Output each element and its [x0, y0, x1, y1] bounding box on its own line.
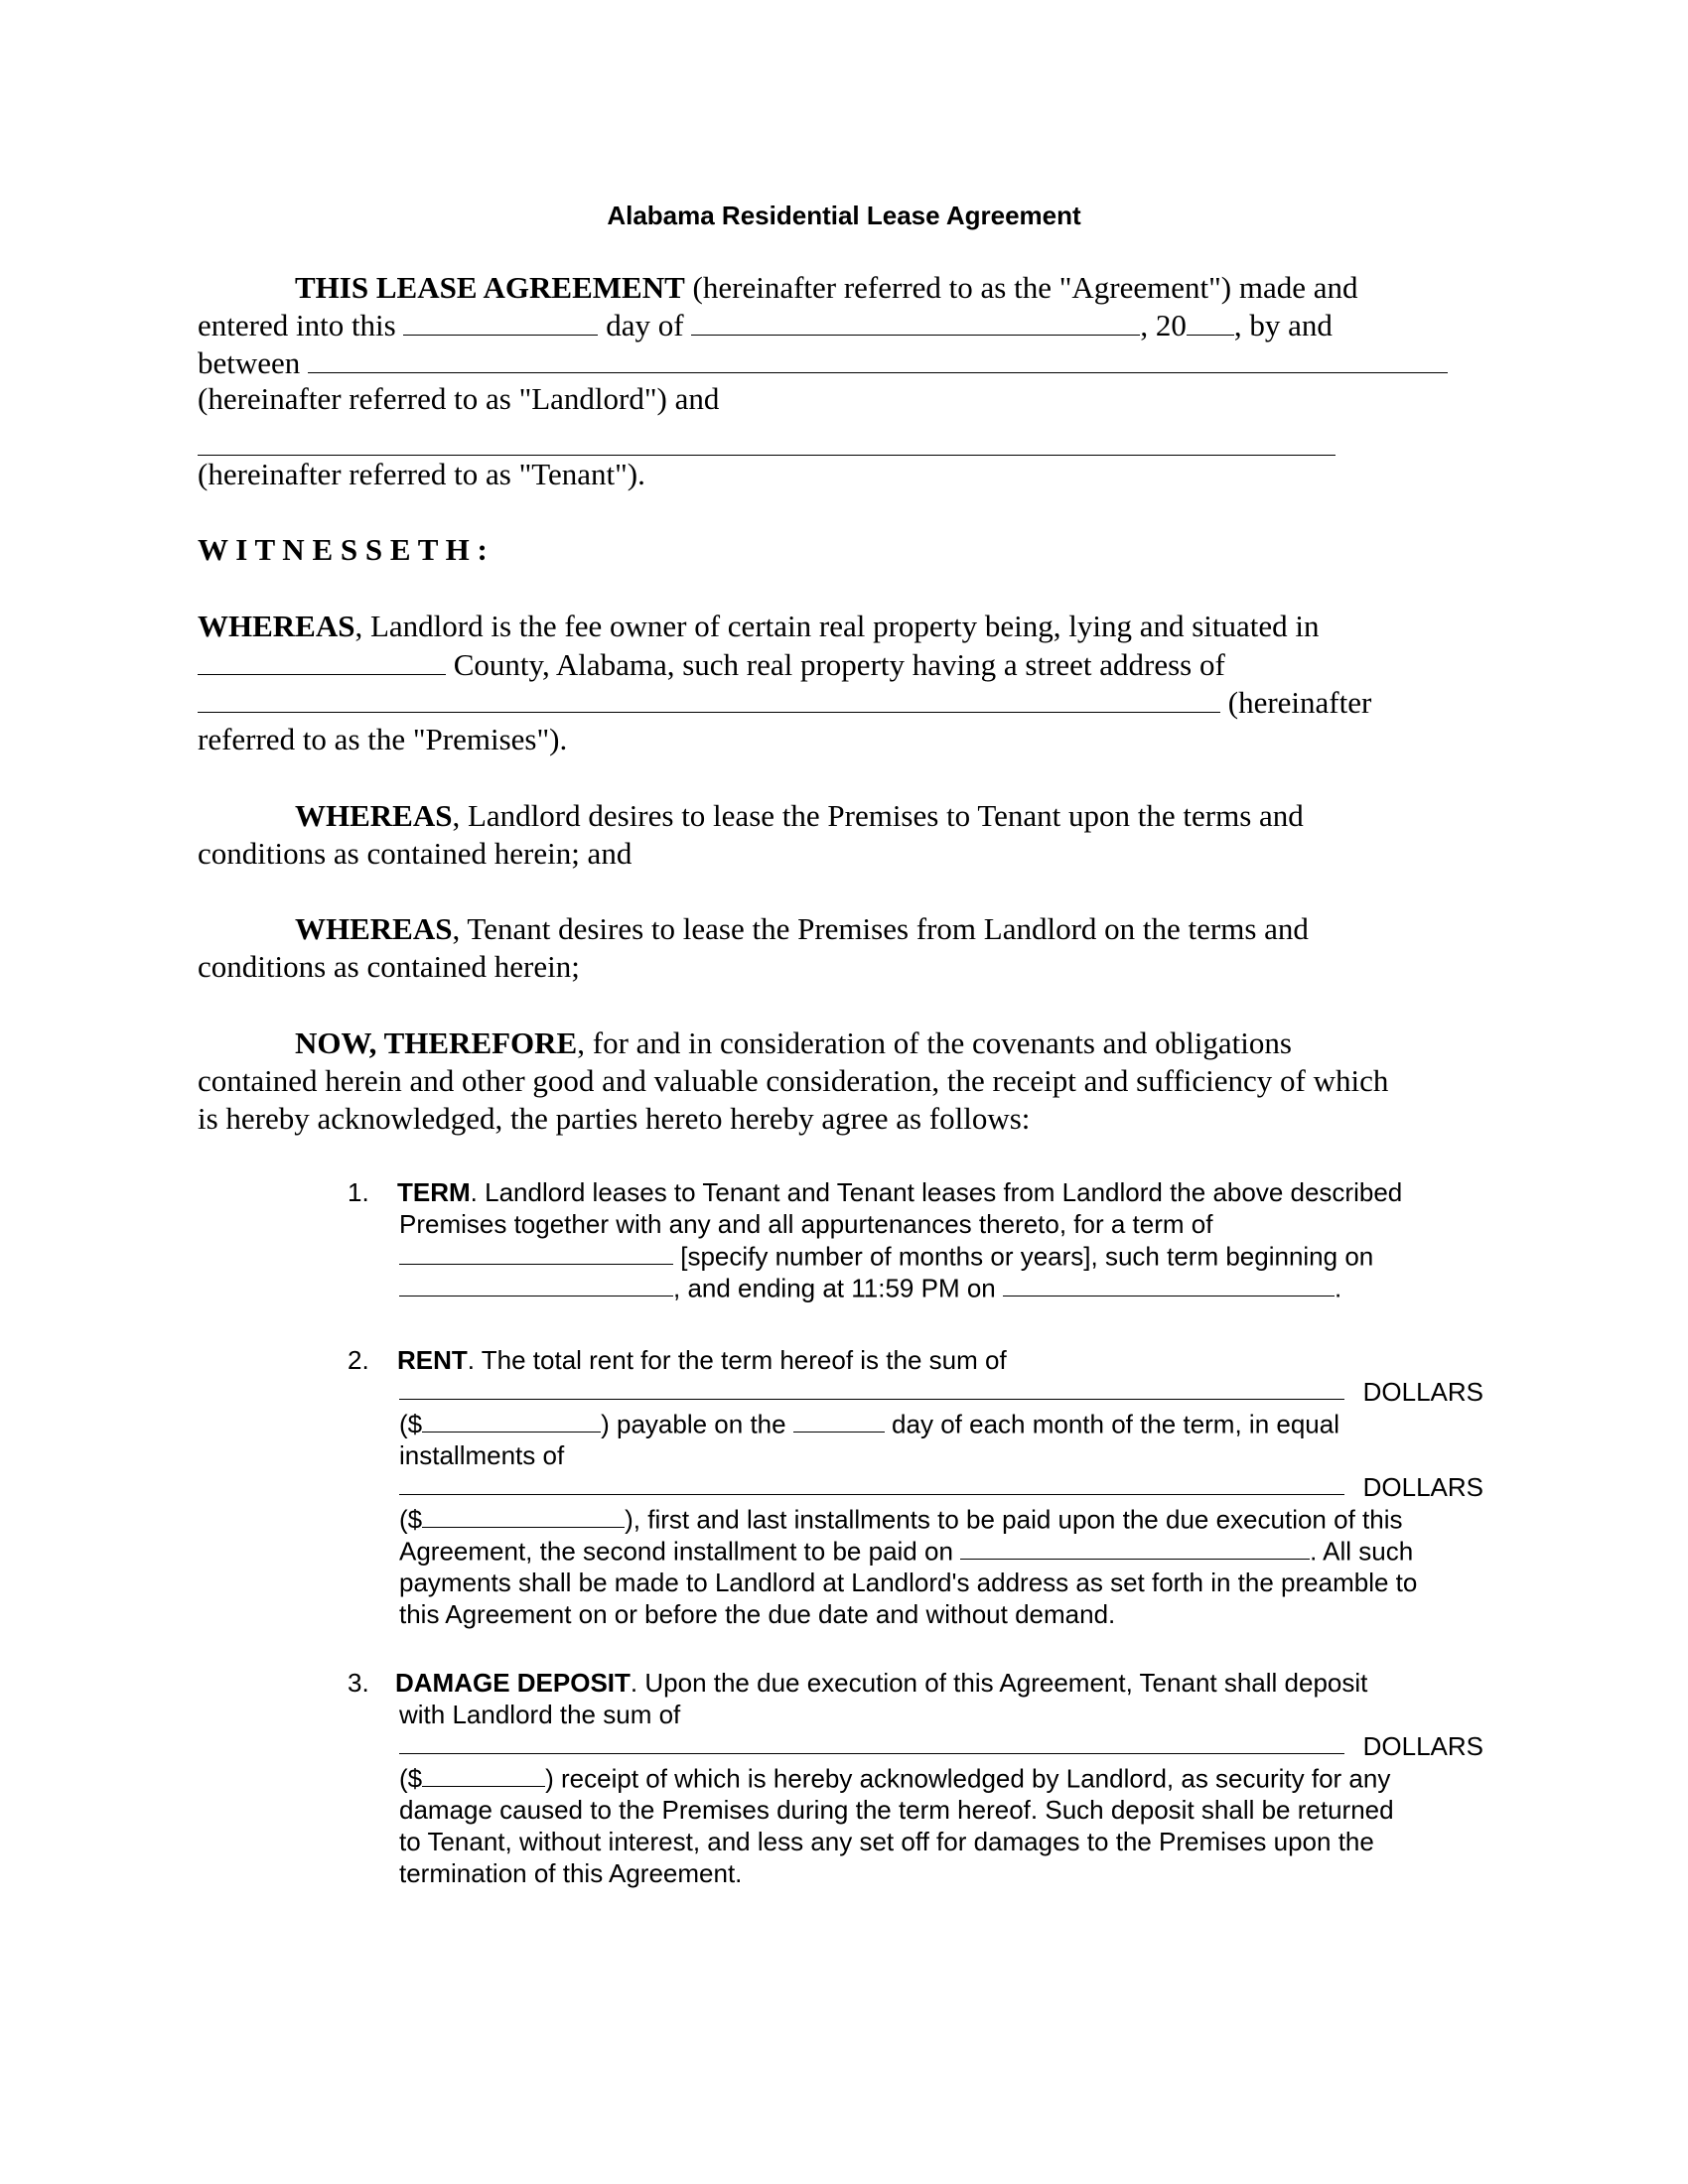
intro-year-prefix: , 20 [1140, 307, 1187, 342]
deposit-line-2: with Landlord the sum of [399, 1700, 681, 1729]
term-end-blank[interactable] [1003, 1273, 1335, 1297]
deposit-dollars-label: DOLLARS [1362, 1731, 1483, 1761]
rent-line-7-text: Agreement, the second installment to be paid on [399, 1536, 953, 1567]
document-title: Alabama Residential Lease Agreement [607, 201, 1081, 230]
witnesseth-heading: W I T N E S S E T H : [198, 532, 488, 567]
term-heading: TERM [397, 1177, 471, 1207]
intro-dayof-text: day of [606, 307, 684, 342]
whereas2-line-2: conditions as contained herein; and [198, 836, 633, 871]
month-blank[interactable] [691, 307, 1140, 336]
deposit-line-4 [399, 1763, 1390, 1794]
whereas3-bold: WHEREAS [295, 911, 453, 946]
whereas1-line-1 [198, 609, 1320, 644]
rent-line-7-end: . All such [1310, 1536, 1414, 1567]
deposit-number: 3. [348, 1668, 369, 1698]
rent-line-9: this Agreement on or before the due date and without demand. [399, 1599, 1116, 1629]
intro-line-1 [295, 270, 1357, 306]
whereas1-bold: WHEREAS [198, 609, 355, 643]
term-line-4-end: . [1335, 1273, 1342, 1303]
term-line-2: Premises together with any and all appurtenances thereto, for a term of [399, 1209, 1213, 1239]
rent-line-6 [399, 1504, 1402, 1535]
deposit-line-5: damage caused to the Premises during the term hereof. Such deposit shall be returned [399, 1795, 1394, 1825]
whereas3-line-1 [295, 911, 1309, 947]
rent-number: 2. [348, 1345, 369, 1375]
rent-line-6-prefix: ($ [399, 1504, 423, 1535]
term-line-4 [399, 1273, 1341, 1303]
rent-second-installment-date-blank[interactable] [960, 1536, 1310, 1560]
intro-line-2 [198, 307, 1333, 343]
county-blank[interactable] [198, 646, 446, 675]
rent-line-3-text: ) payable on the [601, 1409, 786, 1439]
tenant-name-blank[interactable] [198, 455, 1336, 456]
rent-line-1 [397, 1345, 1007, 1376]
whereas1-line-4: referred to as the "Premises"). [198, 722, 568, 756]
rent-line-4: installments of [399, 1440, 565, 1470]
whereas2-line-1 [295, 798, 1304, 834]
whereas1-line-1-text: , Landlord is the fee owner of certain real property being, lying and situated in [354, 609, 1320, 643]
intro-between-text: between [198, 344, 301, 380]
now-bold: NOW, THEREFORE [295, 1025, 578, 1060]
deposit-line-4-prefix: ($ [399, 1763, 423, 1794]
whereas3-line-2: conditions as contained herein; [198, 949, 580, 984]
rent-dollars-label-1: DOLLARS [1362, 1377, 1483, 1407]
street-address-blank[interactable] [198, 684, 1220, 713]
rent-total-words-blank[interactable] [399, 1399, 1344, 1400]
rent-line-3-end: day of each month of the term, in equal [884, 1409, 1339, 1439]
intro-bold-lead: THIS LEASE AGREEMENT [295, 270, 685, 305]
term-number: 1. [348, 1177, 369, 1207]
deposit-line-1 [395, 1668, 1367, 1699]
rent-line-3-prefix: ($ [399, 1409, 423, 1439]
term-start-blank[interactable] [399, 1273, 673, 1297]
rent-installment-words-blank[interactable] [399, 1494, 1344, 1495]
intro-line-6: (hereinafter referred to as "Tenant"). [198, 457, 645, 491]
whereas1-line-3-text: (hereinafter [1220, 684, 1372, 720]
whereas2-line-1-text: , Landlord desires to lease the Premises to Tenant upon the terms and [452, 798, 1304, 833]
deposit-line-7: termination of this Agreement. [399, 1858, 743, 1888]
term-line-3-text: [specify number of months or years], such term beginning on [673, 1241, 1374, 1272]
now-line-1-text: , for and in consideration of the covenants and obligations [577, 1025, 1292, 1060]
term-line-1 [397, 1177, 1402, 1208]
now-line-3: is hereby acknowledged, the parties hereto hereby agree as follows: [198, 1101, 1031, 1136]
now-line-1 [295, 1025, 1292, 1061]
whereas1-line-3 [198, 684, 1371, 721]
deposit-amount-blank[interactable] [422, 1763, 545, 1787]
rent-line-3 [399, 1409, 1339, 1439]
landlord-name-blank[interactable] [308, 344, 1448, 373]
deposit-line-1-text: . Upon the due execution of this Agreement, Tenant shall deposit [630, 1668, 1368, 1698]
now-line-2: contained herein and other good and valuable consideration, the receipt and sufficiency of which [198, 1063, 1389, 1098]
whereas1-line-2 [198, 646, 1225, 683]
intro-line-4: (hereinafter referred to as "Landlord") and [198, 381, 720, 416]
day-blank[interactable] [403, 307, 598, 336]
year-blank[interactable] [1187, 307, 1234, 336]
rent-line-6-text: ), first and last installments to be paid upon the due execution of this [625, 1504, 1403, 1535]
intro-line-1-text: (hereinafter referred to as the "Agreement") made and [684, 270, 1358, 305]
rent-line-1-text: . The total rent for the term hereof is the sum of [467, 1345, 1007, 1375]
deposit-words-blank[interactable] [399, 1753, 1344, 1754]
term-line-3 [399, 1241, 1373, 1272]
deposit-line-6: to Tenant, without interest, and less any set off for damages to the Premises upon the [399, 1827, 1374, 1856]
deposit-line-4-text: ) receipt of which is hereby acknowledged by Landlord, as security for any [545, 1763, 1391, 1794]
term-length-blank[interactable] [399, 1241, 673, 1265]
rent-line-8: payments shall be made to Landlord at Landlord's address as set forth in the preamble to [399, 1568, 1418, 1597]
intro-entered-text: entered into this [198, 307, 396, 342]
rent-total-amount-blank[interactable] [422, 1409, 601, 1433]
rent-line-7 [399, 1536, 1413, 1567]
rent-installment-amount-blank[interactable] [422, 1504, 625, 1528]
rent-heading: RENT [397, 1345, 468, 1375]
term-line-1-text: . Landlord leases to Tenant and Tenant leases from Landlord the above described [470, 1177, 1403, 1207]
rent-due-day-blank[interactable] [793, 1409, 885, 1433]
intro-byand-text: , by and [1233, 307, 1333, 342]
rent-dollars-label-2: DOLLARS [1362, 1472, 1483, 1502]
whereas2-bold: WHEREAS [295, 798, 453, 833]
whereas1-line-2-text: County, Alabama, such real property having a street address of [446, 646, 1225, 682]
intro-line-3 [198, 344, 1448, 381]
term-line-4-text: , and ending at 11:59 PM on [673, 1273, 996, 1303]
deposit-heading: DAMAGE DEPOSIT [395, 1668, 631, 1698]
whereas3-line-1-text: , Tenant desires to lease the Premises from Landlord on the terms and [452, 911, 1309, 946]
